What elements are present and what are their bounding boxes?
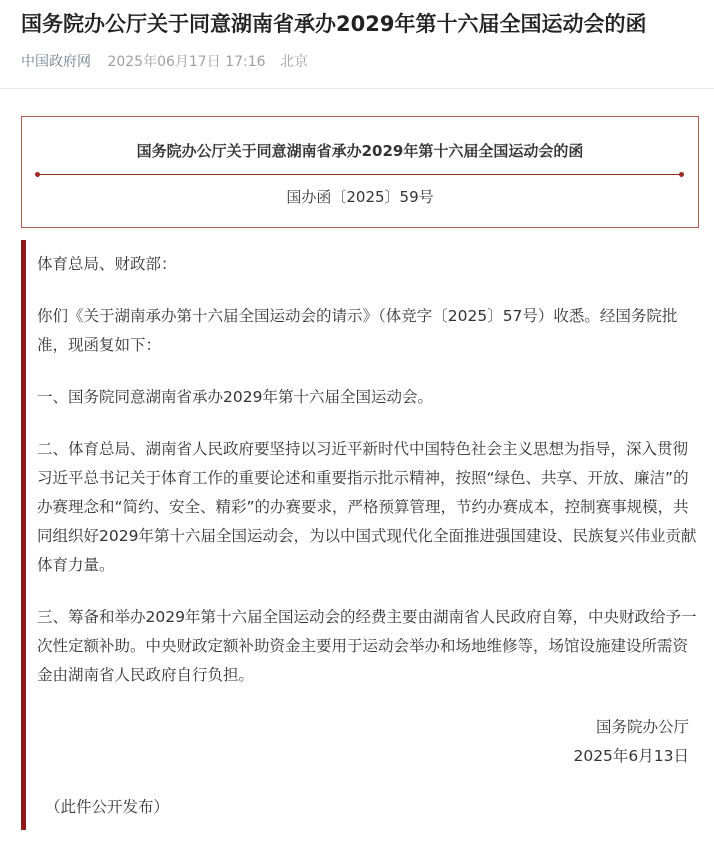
document-number: 国办函〔2025〕59号 xyxy=(286,188,434,206)
addressee: 体育总局、财政部： xyxy=(37,255,177,273)
publication-note: （此件公开发布） xyxy=(45,798,170,816)
red-rule xyxy=(38,174,682,175)
article-meta xyxy=(21,52,308,72)
paragraph-item-1: 一、国务院同意湖南省承办2029年第十六届全国运动会。 xyxy=(37,388,433,406)
signature: 国务院办公厅 xyxy=(595,718,689,736)
intro-paragraph: 你们《关于湖南承办第十六届全国运动会的请示》（体竞字〔2025〕57号）收悉。经国务院批准，现函复如下： xyxy=(37,307,678,354)
header-divider xyxy=(0,88,714,89)
letter-body xyxy=(37,250,701,845)
paragraph-item-2: 二、体育总局、湖南省人民政府要坚持以习近平新时代中国特色社会主义思想为指导，深入贯彻习近平总书记关于体育工作的重要论述和重要指示批示精神，按照“绿色、共享、开放、廉洁”的办赛理念和“简约、安全、精彩”的办赛要求，严格预算管理，节约办赛成本，控制赛事规模，共同组织好2029年第十六届全国运动会，为以中国式现代化全面推进强国建设、民族复兴伟业贡献体育力量。 xyxy=(37,440,697,574)
rule-dot-right xyxy=(679,172,684,177)
source-link[interactable]: 中国政府网 xyxy=(21,54,91,70)
publish-location: 北京 xyxy=(279,54,308,70)
sign-date: 2025年6月13日 xyxy=(573,747,689,765)
publish-date: 2025年06月17日 17:16 xyxy=(107,54,266,70)
paragraph-item-3: 三、筹备和举办2029年第十六届全国运动会的经费主要由湖南省人民政府自筹，中央财政给予一次性定额补助。中央财政定额补助资金主要用于运动会举办和场地维修等，场馆设施建设所需资金由湖南省人民政府自行负担。 xyxy=(37,608,697,684)
body-accent-bar xyxy=(21,240,26,830)
document-title: 国务院办公厅关于同意湖南省承办2029年第十六届全国运动会的函 xyxy=(136,142,584,160)
page-title: 国务院办公厅关于同意湖南省承办2029年第十六届全国运动会的函 xyxy=(21,12,647,36)
signature-block xyxy=(37,713,701,771)
document-header-box xyxy=(21,116,699,228)
